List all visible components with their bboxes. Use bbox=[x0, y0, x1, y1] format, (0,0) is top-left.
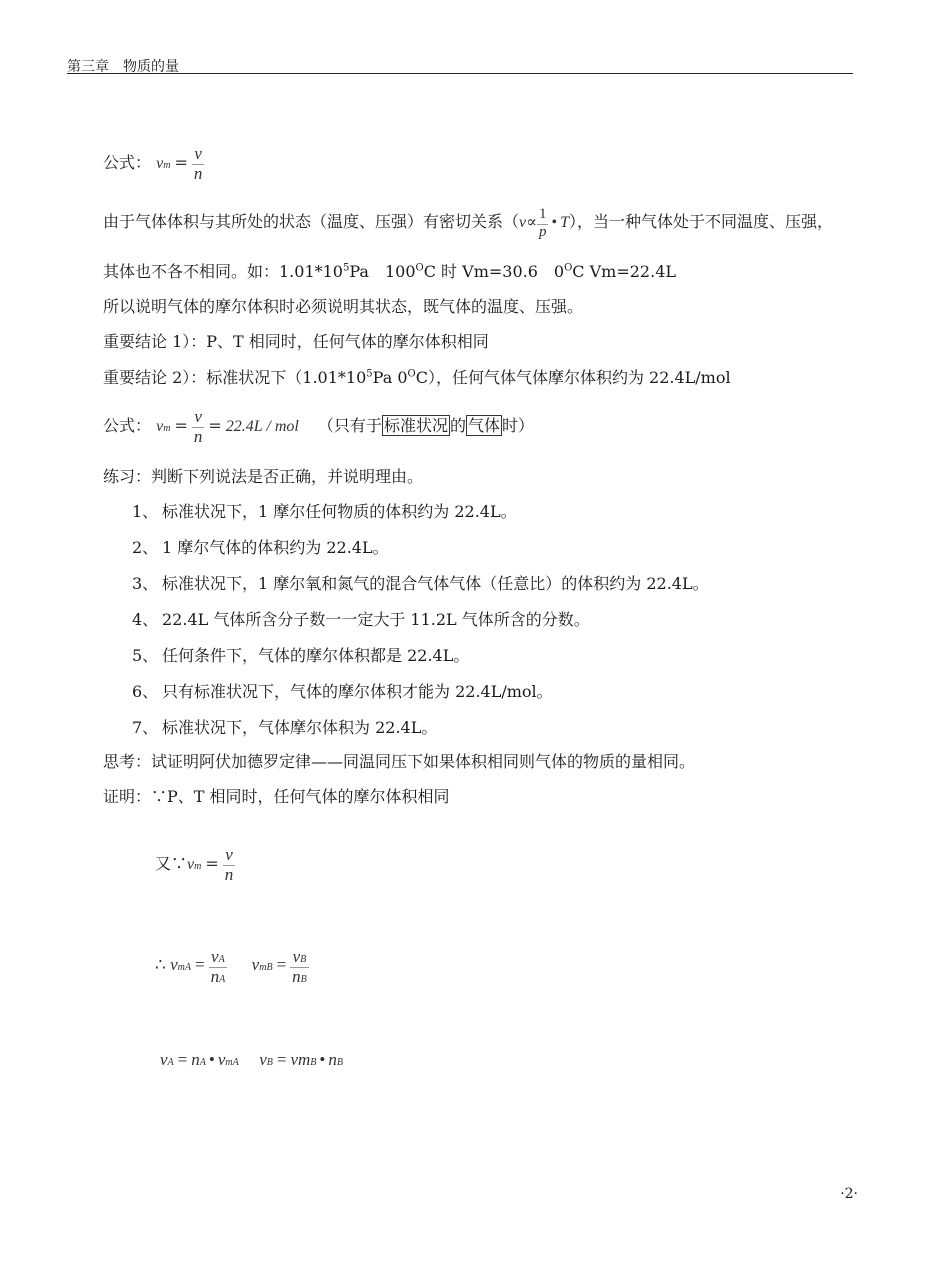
exercise-item bbox=[132, 610, 590, 630]
exercise-item bbox=[132, 502, 517, 522]
proof-intro: 证明：∵P、T 相同时，任何气体的摩尔体积相同 bbox=[103, 787, 450, 806]
formula-1-fraction: $\frac{v}{n}$ bbox=[193, 144, 203, 183]
exercise-item-text: 22.4L 气体所含分子数一一定大于 11.2L 气体所含的分数。 bbox=[162, 610, 590, 629]
boxed-term-standard-conditions: 标准状况 bbox=[383, 416, 448, 435]
page-header-title: 第三章 物质的量 bbox=[67, 59, 179, 75]
proof-step-2: ∴ vmA = $\frac{vA}{nA}$ vmB = $\frac{vB}{nB}$ bbox=[155, 947, 307, 986]
exercise-item-number: 5、 bbox=[132, 646, 159, 665]
exercise-item bbox=[132, 682, 553, 702]
exercise-item-text: 标准状况下，1 摩尔任何物质的体积约为 22.4L。 bbox=[162, 502, 517, 521]
formula-2: 公式： vm = $\frac{v}{n}$ = 22.4L / mol （只有于 标准状况 的 气体 时） bbox=[103, 407, 534, 446]
exercise-item bbox=[132, 646, 469, 666]
exercise-title: 练习：判断下列说法是否正确，并说明理由。 bbox=[103, 467, 424, 486]
formula-2-fraction: $\frac{v}{n}$ bbox=[193, 407, 203, 446]
formula-1-lhs: v bbox=[156, 155, 164, 172]
formula-1-lhs-sub: m bbox=[163, 160, 171, 171]
conclusion-1: 重要结论 1）：P、T 相同时，任何气体的摩尔体积相同 bbox=[103, 332, 489, 351]
formula-1: 公式： vm = $\frac{v}{n}$ bbox=[103, 144, 203, 183]
exercise-item-number: 2、 bbox=[132, 538, 159, 557]
paragraph-1: 由于气体体积与其所处的状态（温度、压强）有密切关系（v∝ $\frac{1}{p}$ • T），当一种气体处于不同温度、压强， bbox=[103, 206, 833, 240]
exercise-item-number: 1、 bbox=[132, 502, 159, 521]
exercise-item-text: 标准状况下，1 摩尔氧和氮气的混合气体气体（任意比）的体积约为 22.4L。 bbox=[162, 574, 709, 593]
exercise-item-number: 3、 bbox=[132, 574, 159, 593]
header-divider bbox=[67, 73, 853, 74]
exercise-item bbox=[132, 718, 437, 738]
exercise-item-number: 6、 bbox=[132, 682, 159, 701]
exercise-item bbox=[132, 574, 709, 594]
exercise-item bbox=[132, 538, 389, 558]
exercise-item-number: 4、 bbox=[132, 610, 159, 629]
exercise-item-text: 任何条件下，气体的摩尔体积都是 22.4L。 bbox=[162, 646, 470, 665]
exercise-item-text: 标准状况下，气体摩尔体积为 22.4L。 bbox=[162, 718, 438, 737]
proof-step-1: 又∵vm = $\frac{v}{n}$ bbox=[155, 845, 234, 884]
exercise-item-text: 1 摩尔气体的体积约为 22.4L。 bbox=[162, 538, 389, 557]
think-question: 思考：试证明阿伏加德罗定律——同温同压下如果体积相同则气体的物质的量相同。 bbox=[103, 752, 696, 771]
page-number: ·2· bbox=[840, 1186, 858, 1202]
exercise-item-number: 7、 bbox=[132, 718, 159, 737]
paragraph-2: 其体也不各不相同。如：$1.01*10^5Pa$ $100^OC$ 时 Vm=30.6 $0^OC$ Vm=22.4L bbox=[103, 262, 676, 281]
exercise-item-text: 只有标准状况下，气体的摩尔体积才能为 22.4L/mol。 bbox=[162, 682, 553, 701]
proof-step-3: vA = nA • vmA vB = vmB • nB bbox=[160, 1050, 343, 1069]
paragraph-3: 所以说明气体的摩尔体积时必须说明其状态，既气体的温度、压强。 bbox=[103, 297, 584, 316]
conclusion-2: 重要结论 2）：标准状况下（$1.01*10^5Pa$ $0^OC$），任何气体气体摩尔体积约为 22.4L/mol bbox=[103, 368, 731, 387]
boxed-term-gas: 气体 bbox=[467, 416, 500, 435]
formula-1-label: 公式： bbox=[103, 153, 152, 172]
